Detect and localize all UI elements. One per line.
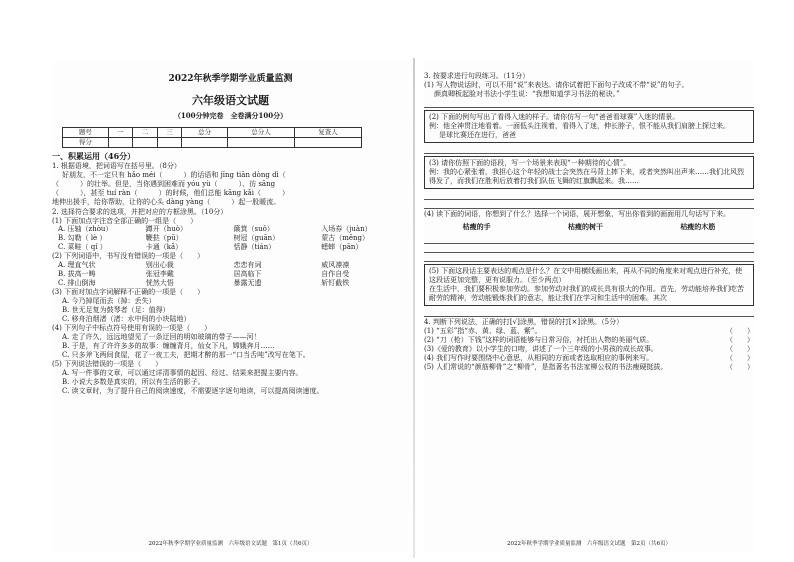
option: 别出心裁 xyxy=(145,261,174,270)
subquestion: (2) 下列词语中，书写没有错误的一项是（ ） xyxy=(52,252,205,261)
option: 斩钉截铁 xyxy=(321,279,350,288)
score-cell[interactable] xyxy=(294,137,361,147)
answer-lines[interactable] xyxy=(424,145,754,154)
score-header-cell: 二 xyxy=(133,127,158,137)
section-heading: 一、积累运用（46分） xyxy=(52,150,136,161)
passage-text: 在生活中，我们要积极参加劳动。参加劳动对我们的成长具有很大的作用。首先，劳动能培养我们吃苦耐劳的精神，劳动能锻炼我们的意志，能让我们在学习和生活中的困难。其次 xyxy=(429,285,744,303)
subquestion: (1) 写人物说话时，可以不用“说”来表达。请你试着把下面句子改成不带“说”的句子。 xyxy=(424,80,689,89)
subquestion: (3) 下面对加点字词解释不正确的一项是（ ） xyxy=(52,288,205,297)
example-sentence: 颜真卿板起脸对书法小学生说：“我想知道学习书法的秘诀。” xyxy=(434,89,620,98)
judge-item[interactable] xyxy=(424,327,754,336)
option[interactable]: C. 菜畦（ qí ） xyxy=(58,243,107,252)
exam-page-right xyxy=(424,62,754,552)
question-box xyxy=(424,264,754,306)
score-cell[interactable] xyxy=(227,137,294,147)
page-footer: 2022年秋季学期学业质量监测 六年级语文试题 第2页（共6页） xyxy=(507,540,671,547)
option[interactable]: B. 世无足复为鼓琴者（足：值得） xyxy=(62,306,170,315)
question-title: 4. 判断下列说法，正确的打[√]涂黑，错误的打[×]涂黑。（5分） xyxy=(424,318,624,327)
option: 威风凛凛 xyxy=(321,261,350,270)
answer-lines[interactable] xyxy=(424,235,754,262)
judge-item[interactable] xyxy=(424,354,754,363)
score-cell[interactable] xyxy=(157,137,182,147)
exam-note: （100分钟完卷 全卷满分100分） xyxy=(173,110,288,120)
answer-prompt: 是球比赛还在进行，爸爸 xyxy=(439,130,516,139)
word-options xyxy=(424,223,754,232)
question-text: 地伸出援手，给你帮助，让你的心头 dàng yàng（ ）起一股暖流。 xyxy=(52,197,281,206)
page-footer: 2022年秋季学期学业质量监测 六年级语文试题 第1页（共6页） xyxy=(148,540,313,547)
option[interactable]: C. 读文章时，为了提升自己的阅读速度，不需要逐字逐句地读，可以提高阅读速度。 xyxy=(62,386,324,395)
option[interactable]: A. 今乃掉尾而去（掉：丢失） xyxy=(62,297,156,306)
score-value-row xyxy=(63,137,362,147)
subquestion: (4) 读下面的词语，你想到了什么？选择一个词语，展开想象，写出你看到的画面用几句话写下来。 xyxy=(424,209,731,218)
exam-title: 2022年秋季学期学业质量监测 xyxy=(168,74,293,84)
options-grid xyxy=(52,261,409,288)
option: 入场券（juàn） xyxy=(321,225,372,234)
score-header-row xyxy=(63,127,362,137)
option: 卡通（kǎ） xyxy=(145,243,183,252)
option: 恋恋有词 xyxy=(233,261,262,270)
answer-bracket[interactable]: （ ） xyxy=(726,336,754,345)
judge-item[interactable] xyxy=(424,336,754,345)
judge-text: (3)《爱的教育》以小学生的口吻，讲述了一个三年级的小男孩的成长故事。 xyxy=(424,345,658,354)
option: 簸箕（suǒ） xyxy=(233,225,274,234)
option: 蹲开（huò） xyxy=(145,225,187,234)
score-header-cell: 总分 xyxy=(182,127,228,137)
score-cell[interactable] xyxy=(133,137,158,147)
question-text: （ ），甚至 tuí ràn（ ）的时候，他们总能 kāng kǎi（ ） xyxy=(52,188,290,197)
answer-lines[interactable] xyxy=(424,191,754,209)
answer-bracket[interactable]: （ ） xyxy=(726,354,754,363)
option[interactable]: A. 写一件事的文章，可以通过详清事情的起因、经过、结果来把握主要内容。 xyxy=(62,368,303,377)
answer-bracket[interactable]: （ ） xyxy=(726,345,754,354)
option[interactable]: B. 拔高一畴 xyxy=(58,270,96,279)
exam-subtitle: 六年级语文试题 xyxy=(192,93,269,107)
score-table xyxy=(62,127,362,148)
answer-bracket[interactable]: （ ） xyxy=(726,327,754,336)
subquestion: (1) 下面加点字注音全部正确的一组是（ ） xyxy=(52,216,198,225)
option: 自作自受 xyxy=(321,270,350,279)
option[interactable]: B. 勾勒（ lè ） xyxy=(58,234,107,243)
options-grid xyxy=(52,225,409,252)
judge-text: (5) 人们常说的“颜筋柳骨”之“柳骨”，是指著名书法家柳公权的书法瘦硬挺拔。 xyxy=(424,363,668,372)
subquestion: (5) 下面这段话主要表达的观点是什么？在文中用横线画出来，再从不同的角度来对观点进行补充，使这段话更加完整，更有说服力。（至少两点） xyxy=(429,267,743,285)
judge-text: (1) “五彩”指“赤、黄、绿、蓝、紫”。 xyxy=(424,327,542,336)
question-title: 2. 选择符合要求的选项，并把对应的方框涂黑。（10分） xyxy=(52,207,228,216)
option: 蟋蟀（pān） xyxy=(321,243,363,252)
score-header-cell: 题号 xyxy=(63,127,109,137)
score-header-cell: 三 xyxy=(157,127,182,137)
subquestion: (4) 下列句子中标点符号使用有误的一项是（ ） xyxy=(52,323,212,332)
subquestion: (3) 请你仿照下面的语段，写一个场景来表现“一种期待的心情”。 xyxy=(429,158,631,167)
question-box xyxy=(424,110,754,143)
question-title: 1. 根据语境，把词语写在括号里。（8分） xyxy=(52,161,181,170)
score-cell[interactable] xyxy=(182,137,228,147)
exam-page-left xyxy=(52,62,409,552)
subquestion: (2) 下面的例句写出了看得入迷的样子。请你仿写一句“爸爸看球赛”入迷的情景。 xyxy=(429,112,680,121)
example-sentence: 例：他全神贯注地看着。一面低头注视着，看得入了迷，伸长脖子，恨不能从我们肩膀上探过来。 xyxy=(429,121,730,130)
option[interactable]: A. 理直气状 xyxy=(58,261,96,270)
judge-text: (4) 我们写作时要围绕中心意思，从相同的方面或者选取相应的事例来写。 xyxy=(424,354,654,363)
question-text: 好朋友，不一定只有 hǎo méi（ ）的话语和 jīng tiān dòng dì（ xyxy=(62,170,286,179)
page-fold-edge xyxy=(413,58,415,558)
option[interactable]: A. 走了许久，远远地望见了一条迂回的明如玻璃的带子——河！ xyxy=(62,332,261,341)
option[interactable]: B. 于是，有了许许多多的故事：缠缠背月，仙女下凡，嫦娥奔月…… xyxy=(62,341,275,350)
option[interactable]: C. 移舟泊烟渚（渚：水中间的小块陆地） xyxy=(62,314,191,323)
subquestion: (5) 下列说法错误的一项是（ ） xyxy=(52,359,163,368)
answer-lines[interactable] xyxy=(424,99,754,108)
question-title: 3. 按要求进行句段练习。（11分） xyxy=(424,72,530,80)
option: 暴露无遗 xyxy=(233,279,262,288)
option: 恍然大悟 xyxy=(145,279,174,288)
option: 恬静（tián） xyxy=(233,243,276,252)
option[interactable]: C. 排山倒海 xyxy=(58,279,96,288)
answer-lines[interactable] xyxy=(424,308,754,317)
score-cell[interactable] xyxy=(108,137,133,147)
word-option[interactable]: 枯瘦的木筋 xyxy=(680,221,716,231)
judge-item[interactable] xyxy=(424,345,754,354)
score-header-cell: 一 xyxy=(108,127,133,137)
answer-bracket[interactable]: （ ） xyxy=(726,363,754,372)
option: 张冠李戴 xyxy=(145,270,174,279)
question-text: （ ）的壮举。但是，当你遇到困难而 yóu yù（ ）、彷 sāng xyxy=(52,179,276,188)
word-option[interactable]: 枯瘦的树干 xyxy=(567,221,603,231)
option: 蒙古（měng） xyxy=(321,234,370,243)
option: 树冠（guān） xyxy=(233,234,280,243)
option: 居高临下 xyxy=(233,270,262,279)
option[interactable]: C. 只多斧飞两间食屋，花了一夜工夫，把期才醉的那一“口当舌吨”改写在笔下。 xyxy=(62,350,310,359)
option[interactable]: B. 小说大多数是真实的，所以有生活的影子。 xyxy=(62,377,205,386)
question-box xyxy=(424,156,754,189)
score-header-cell: 复查人 xyxy=(294,127,361,137)
judge-item[interactable] xyxy=(424,363,754,372)
judge-text: (2) “刀（枪）下钱”这样的词语能够与日常习俗，衬托出人物的美丽气质。 xyxy=(424,336,654,345)
option[interactable]: A. 压轴（zhòu） xyxy=(58,225,113,234)
example-sentence: 例：我的心紧张着，我担心这个年轻的战士会突然在马背上摔下来，或者突然叫出声来……我们北风烈得发了，而我们在胜利后放着打我们队伍飞舞的红旗飘起来。我…… xyxy=(429,167,744,185)
word-option[interactable]: 枯瘦的手 xyxy=(462,221,491,231)
score-row-label: 得分 xyxy=(63,137,109,147)
option: 鞭挞（pū） xyxy=(145,234,183,243)
score-header-cell: 总分人 xyxy=(227,127,294,137)
